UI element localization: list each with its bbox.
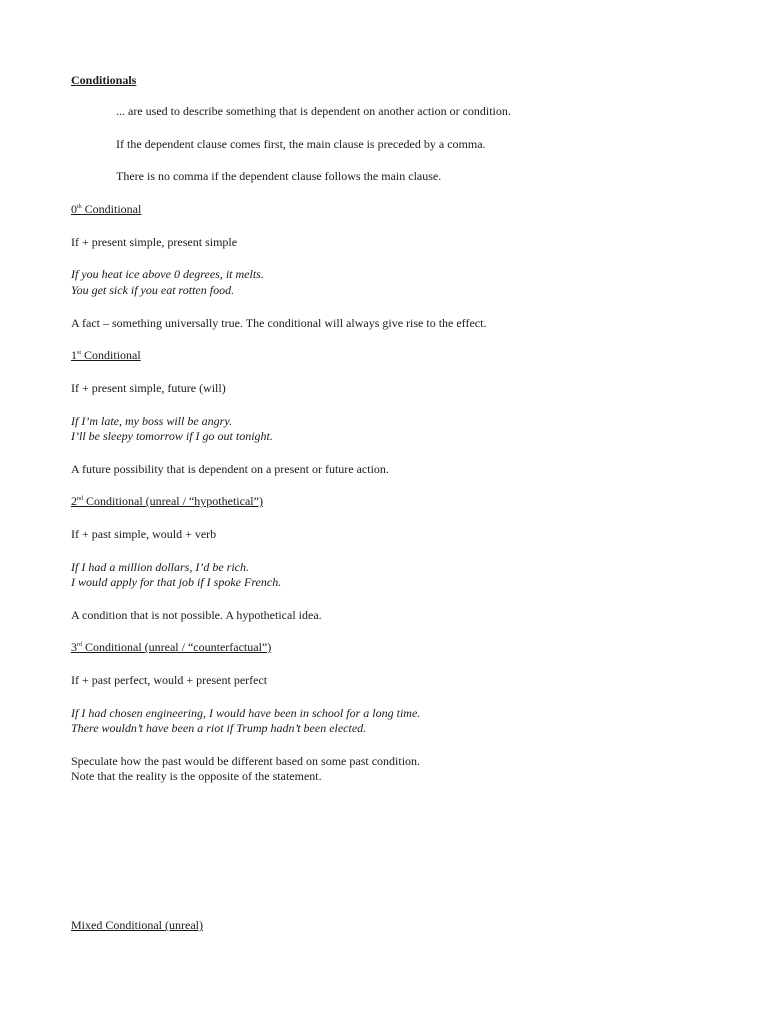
section-heading: 1st Conditional	[71, 348, 141, 362]
section-heading: 3rd Conditional (unreal / “counterfactual”)	[71, 640, 272, 654]
example-sentence: If I’m late, my boss will be angry.	[71, 414, 232, 428]
example-sentence: I’ll be sleepy tomorrow if I go out tonight.	[71, 429, 273, 443]
example-sentence: You get sick if you eat rotten food.	[71, 283, 235, 297]
formula: If + present simple, present simple	[71, 235, 238, 249]
example-sentence: If I had chosen engineering, I would have been in school for a long time.	[71, 706, 421, 720]
intro-line: ... are used to describe something that is dependent on another action or condition.	[116, 104, 511, 118]
example-sentence: There wouldn’t have been a riot if Trump hadn’t been elected.	[71, 721, 367, 735]
example-sentence: If I had a million dollars, I’d be rich.	[71, 560, 249, 574]
section-heading: 2nd Conditional (unreal / “hypothetical”)	[71, 494, 263, 508]
document-title: Conditionals	[71, 73, 137, 87]
formula: If + present simple, future (will)	[71, 381, 226, 395]
section-note: A future possibility that is dependent on a present or future action.	[71, 462, 389, 476]
intro-line: If the dependent clause comes first, the main clause is preceded by a comma.	[116, 137, 486, 151]
section-heading: 0th Conditional	[71, 202, 142, 216]
section-note: Note that the reality is the opposite of the statement.	[71, 769, 322, 783]
section-note: Speculate how the past would be different based on some past condition.	[71, 754, 421, 768]
formula: If + past simple, would + verb	[71, 527, 217, 541]
example-sentence: I would apply for that job if I spoke French.	[71, 575, 282, 589]
example-sentence: If you heat ice above 0 degrees, it melts.	[71, 267, 264, 281]
section-note: A condition that is not possible. A hypothetical idea.	[71, 608, 322, 622]
section-note: A fact – something universally true. The conditional will always give rise to the effect.	[71, 316, 487, 330]
formula: If + past perfect, would + present perfect	[71, 673, 268, 687]
section-heading: Mixed Conditional (unreal)	[71, 918, 203, 932]
intro-line: There is no comma if the dependent clause follows the main clause.	[116, 169, 442, 183]
